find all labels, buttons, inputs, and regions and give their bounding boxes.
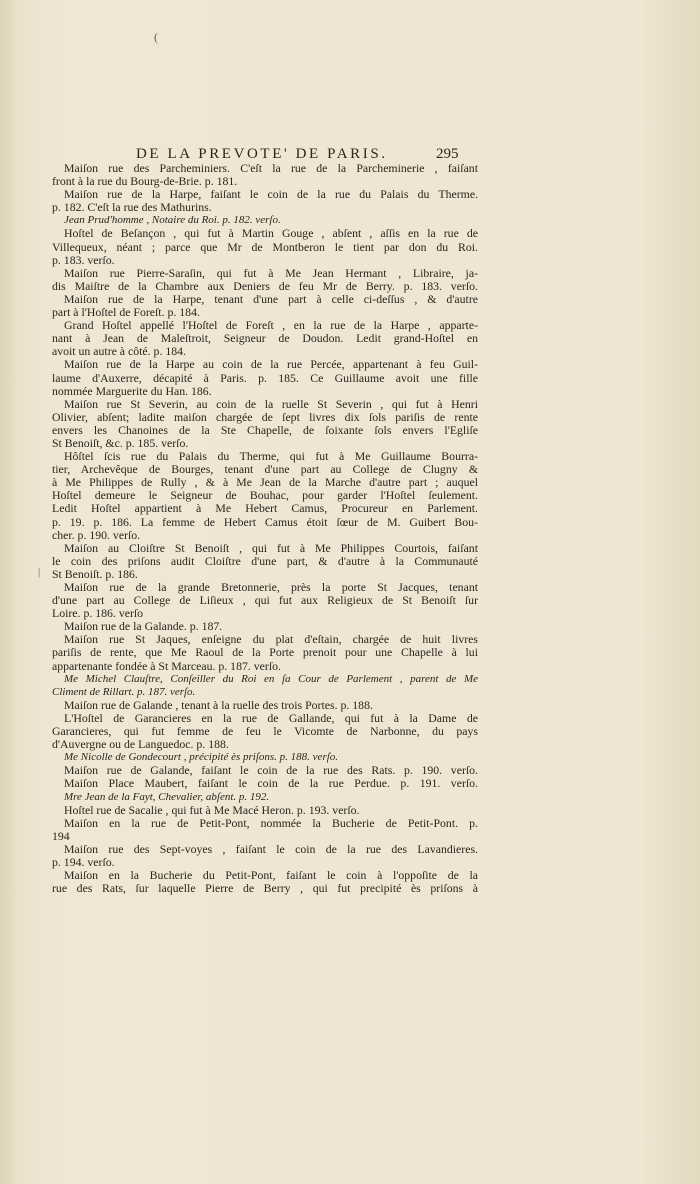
text-line: Maiſon rue des Parcheminiers. C'eſt la rue de la Parcheminerie , faiſant bbox=[64, 161, 478, 175]
text-line: Maiſon rue St Jaques, enſeigne du plat d'eſtain, chargée de huit livres bbox=[64, 632, 478, 647]
text-line: Maiſon rue de Galande, faiſant le coin de la rue des Rats. p. 190. verſo. bbox=[64, 763, 478, 778]
text-line: d'une part au College de Liſieux , qui fut aux Religieux de St Benoiſt ſur bbox=[52, 593, 478, 608]
text-line: Ledit Hoſtel appartient à Me Hebert Camus, Procureur en Parlement. bbox=[52, 501, 478, 516]
text-line: Me Michel Clauſtre, Conſeiller du Roi en ſa Cour de Parlement , parent de Me bbox=[64, 672, 478, 685]
text-line: Maiſon rue des Sept-voyes , faiſant le coin de la rue des Lavandieres. bbox=[64, 841, 478, 856]
text-line: laume d'Auxerre, décapité à Paris. p. 185. Ce Guillaume avoit une fille bbox=[52, 370, 478, 385]
text-line: dis Maiſtre de la Chambre aux Deniers de feu Mr de Berry. p. 183. verſo. bbox=[52, 278, 478, 293]
text-line: front à la rue du Bourg-de-Brie. p. 181. bbox=[52, 174, 238, 189]
page-number: 295 bbox=[436, 146, 459, 162]
text-line: Maiſon rue St Severin, au coin de la ruelle St Severin , qui fut à Henri bbox=[64, 396, 478, 411]
text-line: envers les Chanoines de la Ste Chapelle, de ſoixante ſols envers l'Egliſe bbox=[52, 422, 478, 437]
margin-mark-top: ( bbox=[154, 30, 158, 44]
text-line: Hoſtel rue de Sacalie , qui fut à Me Macé Heron. p. 193. verſo. bbox=[64, 802, 360, 817]
text-line: Maiſon en la rue de Petit-Pont, nommée la Bucherie de Petit-Pont. p. bbox=[64, 815, 478, 830]
text-line: L'Hoſtel de Garancieres en la rue de Gallande, qui fut à la Dame de bbox=[64, 710, 478, 725]
text-line: Maiſon rue de la Galande. p. 187. bbox=[64, 619, 223, 634]
text-line: à Me Philippes de Rully , & à Me Jean de la Marche d'autre part ; auquel bbox=[52, 475, 478, 490]
text-line: Maiſon rue Pierre-Saraſin, qui fut à Me Jean Hermant , Libraire, ja- bbox=[64, 265, 478, 280]
text-line: rue des Rats, ſur laquelle Pierre de Berry , qui fut precipité ès priſons à bbox=[52, 881, 478, 896]
text-line: Maiſon rue de Galande , tenant à la ruelle des trois Portes. p. 188. bbox=[64, 697, 373, 712]
text-line: p. 183. verſo. bbox=[52, 252, 115, 267]
text-line: Maiſon rue de la Harpe, tenant d'une part à celle ci-deſſus , & d'autre bbox=[64, 291, 478, 306]
text-line: appartenante fondée à St Marceau. p. 187. verſo. bbox=[52, 658, 281, 673]
body-text bbox=[52, 162, 478, 895]
text-line: p. 182. C'eſt la rue des Mathurins. bbox=[52, 200, 212, 215]
text-line: d'Auvergne ou de Languedoc. p. 188. bbox=[52, 737, 229, 752]
text-line: Maiſon au Cloiſtre St Benoiſt , qui fut à Me Philippes Courtois, faiſant bbox=[64, 540, 478, 555]
text-line: Hoſtel de Beſançon , qui fut à Martin Gouge , abſent , aſſis en la rue de bbox=[64, 226, 478, 241]
text-line: Maiſon en la Bucherie du Petit-Pont, faiſant le coin à l'oppoſite de la bbox=[64, 868, 478, 883]
text-line: Maiſon rue de la grande Bretonnerie, près la porte St Jacques, tenant bbox=[64, 580, 478, 594]
text-line: Hoſtel demeure le Seigneur de Bouhac, pour garder l'Hoſtel ſeulement. bbox=[52, 488, 478, 503]
text-line: Garancieres, qui fut femme de feu le Vicomte de Narbonne, du pays bbox=[52, 724, 478, 739]
text-line: p. 194. verſo. bbox=[52, 854, 115, 869]
text-line: Me Nicolle de Gondecourt , précipité ès priſons. p. 188. verſo. bbox=[64, 751, 339, 764]
text-line: p. 19. p. 186. La femme de Hebert Camus étoit ſœur de M. Guibert Bou- bbox=[52, 514, 478, 529]
text-line: cher. p. 190. verſo. bbox=[52, 527, 141, 542]
text-line: Maiſon Place Maubert, faiſant le coin de la rue Perdue. p. 191. verſo. bbox=[64, 776, 478, 791]
text-line: Villequeux, néant ; parce que Mr de Montberon le tient par don du Roi. bbox=[52, 239, 478, 254]
text-line: Maiſon rue de la Harpe, faiſant le coin de la rue du Palais du Therme. bbox=[64, 187, 478, 202]
text-line: tier, Archevêque de Bourges, tenant d'une part au College de Clugny & bbox=[52, 462, 478, 477]
text-line: Maiſon rue de la Harpe au coin de la rue Percée, appartenant à feu Guil- bbox=[64, 357, 478, 372]
text-line: St Benoiſt. p. 186. bbox=[52, 566, 138, 581]
text-line: Jean Prud'homme , Notaire du Roi. p. 182. verſo. bbox=[64, 214, 281, 227]
text-line: nommée Marguerite du Han. 186. bbox=[52, 383, 212, 398]
text-line: le coin des priſons audit Cloiſtre d'une part, & d'autre à la Communauté bbox=[52, 553, 478, 568]
text-line: Loire. p. 186. verſo bbox=[52, 606, 144, 621]
text-line: Grand Hoſtel appellé l'Hoſtel de Foreſt , en la rue de la Harpe , apparte- bbox=[64, 318, 478, 333]
margin-mark-side: | bbox=[38, 566, 41, 578]
text-line: Mre Jean de la Fayt, Chevalier, abſent. p. 192. bbox=[64, 790, 270, 803]
text-line: St Benoiſt, &c. p. 185. verſo. bbox=[52, 435, 189, 450]
running-header: DE LA PREVOTE' DE PARIS. bbox=[136, 146, 388, 162]
text-line: 194 bbox=[52, 828, 70, 843]
text-line: Hôſtel ſcis rue du Palais du Therme, qui fut à Me Guillaume Bourra- bbox=[64, 449, 478, 464]
text-line: avoit un autre à côté. p. 184. bbox=[52, 344, 186, 359]
text-line: Olivier, abſent; ladite maiſon chargée de ſept livres dix ſols pariſis de rente bbox=[52, 409, 478, 424]
text-line: pariſis de rente, que Me Raoul de la Porte prenoit pour une Chapelle à lui bbox=[52, 645, 478, 660]
text-line: Climent de Rillart. p. 187. verſo. bbox=[52, 685, 196, 698]
text-line: nant à Jean de Maleſtroit, Seigneur de Doudon. Ledit grand-Hoſtel en bbox=[52, 331, 478, 346]
text-line: part à l'Hoſtel de Foreſt. p. 184. bbox=[52, 305, 200, 320]
